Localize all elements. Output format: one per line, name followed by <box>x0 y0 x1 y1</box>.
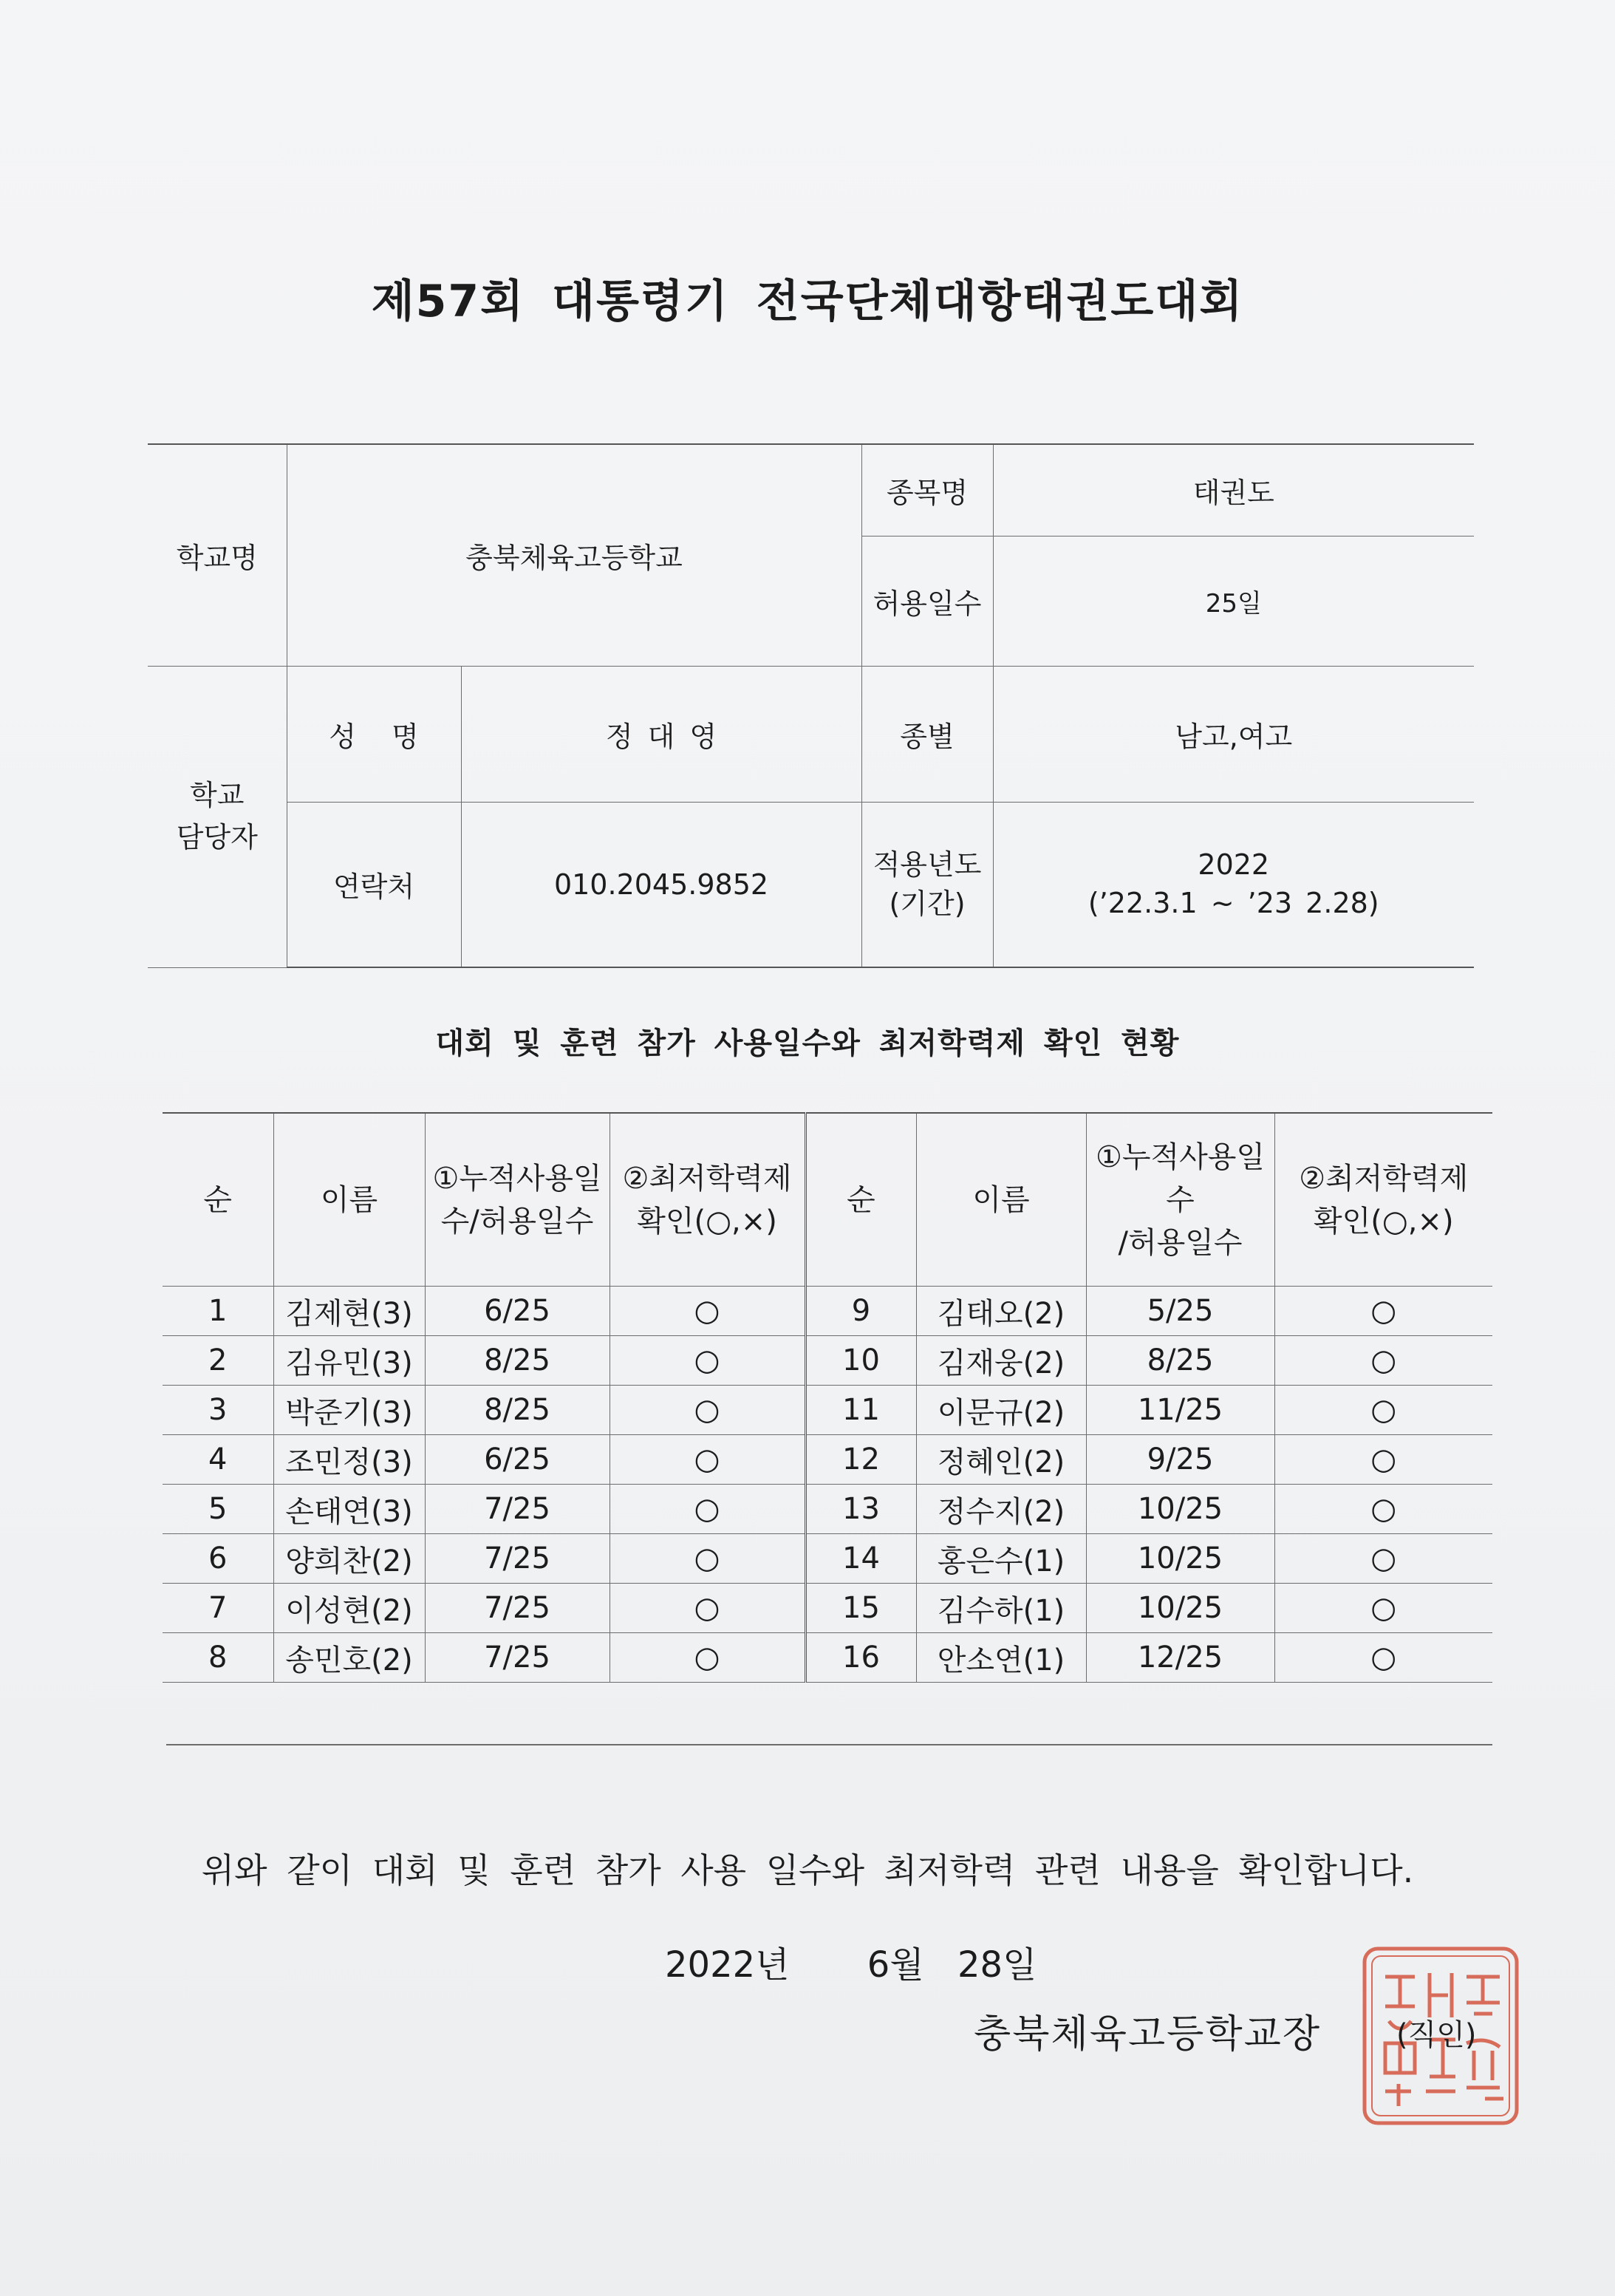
row-no: 5 <box>163 1485 273 1534</box>
min-academic-check: ○ <box>1274 1485 1492 1534</box>
row-no: 1 <box>163 1287 273 1336</box>
student-name: 손태연(3) <box>273 1485 425 1534</box>
used-days: 6/25 <box>425 1435 610 1485</box>
roster-header-right-1: 이름 <box>916 1113 1086 1287</box>
contact-value: 010.2045.9852 <box>461 802 861 967</box>
used-days: 8/25 <box>425 1386 610 1435</box>
used-days: 10/25 <box>1086 1534 1274 1584</box>
student-name: 양희찬(2) <box>273 1534 425 1584</box>
min-academic-check: ○ <box>610 1584 805 1633</box>
event-value: 태권도 <box>993 444 1474 536</box>
roster-header-right-3: ②최저학력제 확인(○,×) <box>1274 1113 1492 1287</box>
used-days: 7/25 <box>425 1485 610 1534</box>
used-days: 5/25 <box>1086 1287 1274 1336</box>
table-row <box>163 1386 1492 1435</box>
used-days: 8/25 <box>425 1336 610 1386</box>
row-no: 2 <box>163 1336 273 1386</box>
division-value: 남고,여고 <box>993 666 1474 802</box>
row-no: 15 <box>805 1584 916 1633</box>
bottom-rule <box>166 1744 1492 1745</box>
table-row <box>163 1584 1492 1633</box>
roster-header-left-2: ①누적사용일 수/허용일수 <box>425 1113 610 1287</box>
seal-note: (직인) <box>1396 2018 1477 2052</box>
min-academic-check: ○ <box>610 1336 805 1386</box>
date-day: 28일 <box>957 1944 1037 1986</box>
student-name: 이문규(2) <box>916 1386 1086 1435</box>
school-value: 충북체육고등학교 <box>287 444 861 666</box>
info-table <box>148 443 1474 968</box>
student-name: 안소연(1) <box>916 1633 1086 1683</box>
student-name: 김태오(2) <box>916 1287 1086 1336</box>
year-value: 2022 <box>1198 848 1270 882</box>
min-academic-check: ○ <box>1274 1633 1492 1683</box>
event-label: 종목명 <box>861 444 993 536</box>
used-days: 11/25 <box>1086 1386 1274 1435</box>
table-row <box>163 1336 1492 1386</box>
row-no: 10 <box>805 1336 916 1386</box>
allowed-days-value: 25일 <box>993 536 1474 666</box>
school-label: 학교명 <box>148 444 287 666</box>
confirmation-text: 위와 같이 대회 및 훈련 참가 사용 일수와 최저학력 관련 내용을 확인합니다. <box>201 1850 1414 1890</box>
table-row <box>163 1435 1492 1485</box>
table-row <box>163 1485 1492 1534</box>
student-name: 홍은수(1) <box>916 1534 1086 1584</box>
table-row <box>163 1287 1492 1336</box>
row-no: 3 <box>163 1386 273 1435</box>
student-name: 정혜인(2) <box>916 1435 1086 1485</box>
roster-subtitle: 대회 및 훈련 참가 사용일수와 최저학력제 확인 현황 <box>435 1026 1180 1060</box>
roster-header-right-2: ①누적사용일수 /허용일수 <box>1086 1113 1274 1287</box>
student-name: 김유민(3) <box>273 1336 425 1386</box>
used-days: 10/25 <box>1086 1584 1274 1633</box>
roster-header-right-0: 순 <box>805 1113 916 1287</box>
row-no: 16 <box>805 1633 916 1683</box>
manager-label: 학교 담당자 <box>148 666 287 967</box>
student-name: 박준기(3) <box>273 1386 425 1435</box>
used-days: 7/25 <box>425 1633 610 1683</box>
date-month: 6월 <box>867 1944 924 1986</box>
min-academic-check: ○ <box>1274 1584 1492 1633</box>
roster-header-row <box>163 1113 1492 1287</box>
row-no: 7 <box>163 1584 273 1633</box>
row-no: 6 <box>163 1534 273 1584</box>
used-days: 8/25 <box>1086 1336 1274 1386</box>
student-name: 이성현(2) <box>273 1584 425 1633</box>
min-academic-check: ○ <box>610 1485 805 1534</box>
min-academic-check: ○ <box>610 1633 805 1683</box>
roster-header-left-0: 순 <box>163 1113 273 1287</box>
used-days: 7/25 <box>425 1534 610 1584</box>
period-value: (’22.3.1 ~ ’23 2.28) <box>1088 886 1379 919</box>
signer-name: 충북체육고등학교장 <box>974 2012 1322 2057</box>
table-row <box>163 1633 1492 1683</box>
student-name: 김제현(3) <box>273 1287 425 1336</box>
row-no: 8 <box>163 1633 273 1683</box>
used-days: 10/25 <box>1086 1485 1274 1534</box>
roster-header-left-3: ②최저학력제 확인(○,×) <box>610 1113 805 1287</box>
used-days: 9/25 <box>1086 1435 1274 1485</box>
name-value: 정 대 영 <box>461 666 861 802</box>
row-no: 9 <box>805 1287 916 1336</box>
division-label: 종별 <box>861 666 993 802</box>
contact-label: 연락처 <box>287 802 461 967</box>
min-academic-check: ○ <box>1274 1435 1492 1485</box>
min-academic-check: ○ <box>1274 1534 1492 1584</box>
student-name: 김수하(1) <box>916 1584 1086 1633</box>
year-label: 적용년도 (기간) <box>861 802 993 967</box>
student-name: 김재웅(2) <box>916 1336 1086 1386</box>
used-days: 6/25 <box>425 1287 610 1336</box>
row-no: 13 <box>805 1485 916 1534</box>
year-cell <box>993 802 1474 967</box>
issue-date <box>665 1936 1037 1987</box>
row-no: 11 <box>805 1386 916 1435</box>
min-academic-check: ○ <box>610 1534 805 1584</box>
used-days: 7/25 <box>425 1584 610 1633</box>
roster-header-left-1: 이름 <box>273 1113 425 1287</box>
row-no: 12 <box>805 1435 916 1485</box>
student-name: 정수지(2) <box>916 1485 1086 1534</box>
allowed-days-label: 허용일수 <box>861 536 993 666</box>
min-academic-check: ○ <box>1274 1287 1492 1336</box>
min-academic-check: ○ <box>610 1386 805 1435</box>
row-no: 14 <box>805 1534 916 1584</box>
date-year: 2022년 <box>665 1944 790 1986</box>
used-days: 12/25 <box>1086 1633 1274 1683</box>
student-name: 송민호(2) <box>273 1633 425 1683</box>
table-row <box>163 1534 1492 1584</box>
student-name: 조민정(3) <box>273 1435 425 1485</box>
document-title: 제57회 대통령기 전국단체대항태권도대회 <box>371 276 1244 327</box>
min-academic-check: ○ <box>1274 1386 1492 1435</box>
name-label: 성 명 <box>287 666 461 802</box>
row-no: 4 <box>163 1435 273 1485</box>
roster-table <box>163 1112 1492 1683</box>
min-academic-check: ○ <box>1274 1336 1492 1386</box>
min-academic-check: ○ <box>610 1435 805 1485</box>
min-academic-check: ○ <box>610 1287 805 1336</box>
